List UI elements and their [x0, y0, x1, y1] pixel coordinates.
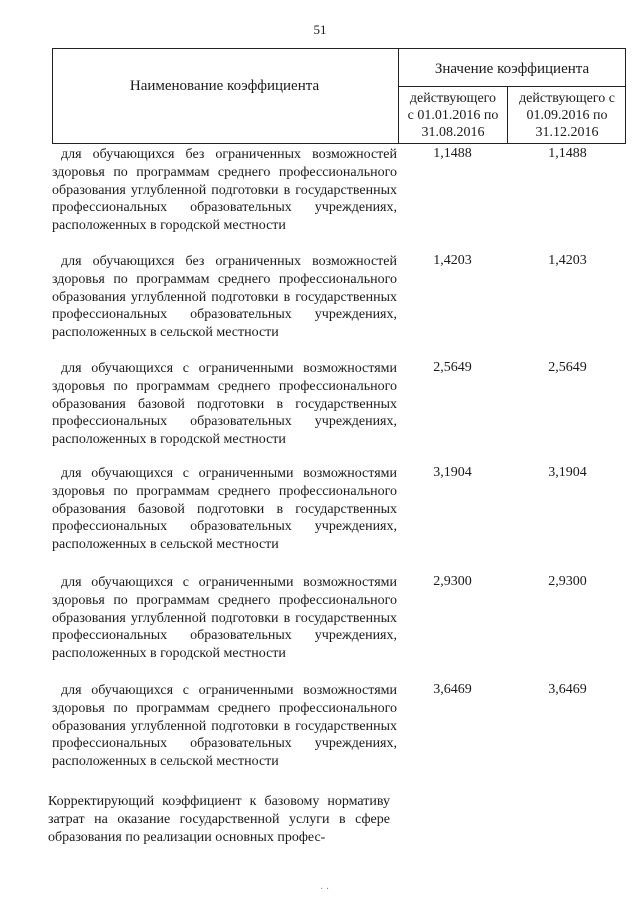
column-header-period-2: действующего с 01.09.2016 по 31.12.2016: [519, 91, 615, 140]
table-header: [52, 48, 626, 144]
coefficient-value-period-1: 2,5649: [433, 360, 472, 375]
coefficient-value-period-2: 3,6469: [548, 682, 587, 697]
coefficient-value-period-1: 1,1488: [433, 146, 472, 161]
column-header-name: Наименование коэффициента: [129, 78, 320, 94]
coefficient-value-period-2: 1,4203: [548, 253, 587, 268]
coefficient-description: для обучающихся с ограниченными возможностями здоровья по программам среднего профессионального образования базовой подготовки в государственных профессиональных образовательных учреждениях, расположенных в сельской местности: [52, 466, 397, 553]
coefficient-value-period-2: 2,9300: [548, 574, 587, 589]
coefficient-description: для обучающихся без ограниченных возможностей здоровья по программам среднего профессионального образования углубленной подготовки в государственных профессиональных образовательных учреждениях, расположенных в городской местности: [52, 147, 397, 234]
footer-paragraph: Корректирующий коэффициент к базовому нормативу затрат на оказание государственной услуги в сфере образования по реализации основных профес-: [48, 794, 390, 845]
coefficient-description: для обучающихся с ограниченными возможностями здоровья по программам среднего профессионального образования углубленной подготовки в государственных профессиональных образовательных учреждениях, расположенных в сельской местности: [52, 683, 397, 770]
coefficient-value-period-2: 1,1488: [548, 146, 587, 161]
scan-artifact: · ·: [320, 884, 330, 895]
coefficient-value-period-2: 2,5649: [548, 360, 587, 375]
coefficient-value-period-1: 3,6469: [433, 682, 472, 697]
coefficient-value-period-1: 2,9300: [433, 574, 472, 589]
coefficient-value-period-1: 1,4203: [433, 253, 472, 268]
column-header-value: Значение коэффициента: [434, 61, 590, 77]
coefficient-value-period-1: 3,1904: [433, 465, 472, 480]
coefficient-description: для обучающихся без ограниченных возможностей здоровья по программам среднего профессионального образования углубленной подготовки в государственных профессиональных образовательных учреждениях, расположенных в сельской местности: [52, 254, 397, 341]
coefficient-description: для обучающихся с ограниченными возможностями здоровья по программам среднего профессионального образования базовой подготовки в государственных профессиональных образовательных учреждениях, расположенных в городской местности: [52, 361, 397, 448]
column-header-period-1: действующего с 01.01.2016 по 31.08.2016: [407, 91, 499, 140]
coefficient-description: для обучающихся с ограниченными возможностями здоровья по программам среднего профессионального образования углубленной подготовки в государственных профессиональных образовательных учреждениях, расположенных в городской местности: [52, 575, 397, 662]
coefficient-value-period-2: 3,1904: [548, 465, 587, 480]
page-number: 51: [313, 22, 327, 37]
